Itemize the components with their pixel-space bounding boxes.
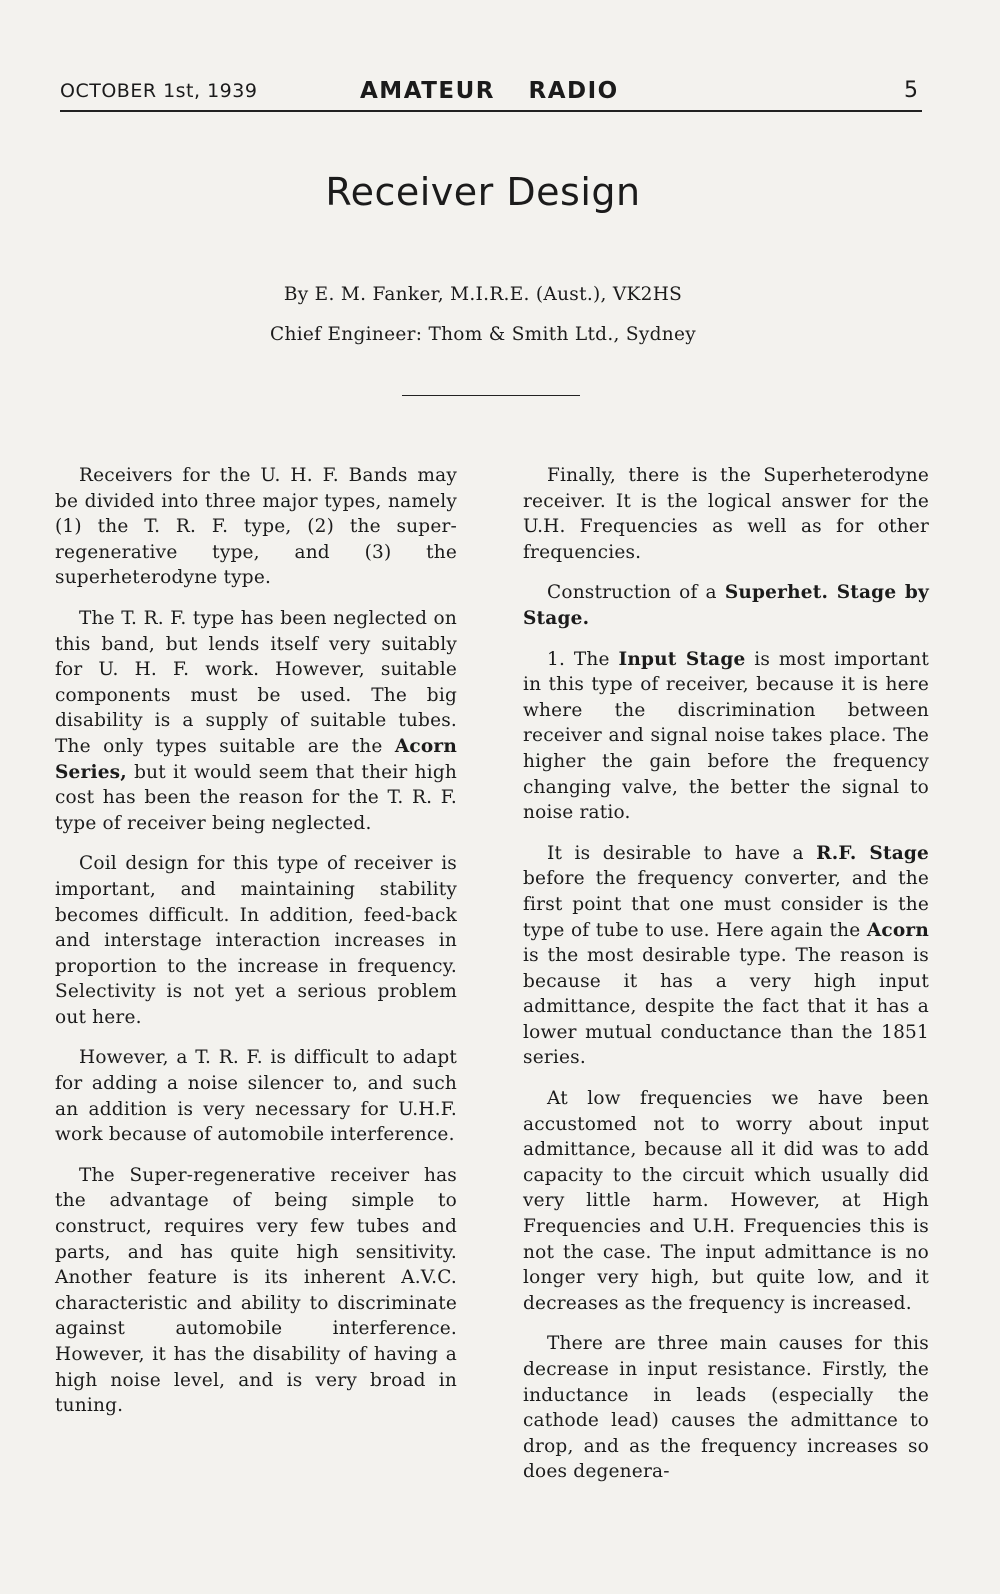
body-paragraph <box>55 463 457 591</box>
bold-term: R.F. Stage <box>816 842 929 864</box>
issue-date: OCTOBER 1st, 1939 <box>60 80 258 102</box>
body-paragraph <box>523 463 929 565</box>
paragraph-text: before the frequency converter, and the first point that one must consider is the type of tube to use. Here again the <box>523 868 929 941</box>
body-paragraph <box>523 1331 929 1485</box>
paragraph-text: At low frequencies we have been accustomed not to worry about input admittance, because all it did was to add capacity to the circuit which usually did very little harm. However, at High Frequencies and U.H. Frequencies this is not the case. The input admittance is no longer very high, but quite low, and it decreases as the frequency is increased. <box>523 1088 929 1314</box>
bold-term: Input Stage <box>618 648 746 670</box>
title-divider <box>402 395 580 396</box>
paragraph-text: Coil design for this type of receiver is important, and maintaining stability becomes difficult. In addition, feed-back and interstage interaction increases in proportion to the increase in frequency. Selectivity is not yet a serious problem out here. <box>55 853 457 1028</box>
page-number: 5 <box>904 78 918 103</box>
paragraph-text: but it would seem that their high cost has been the reason for the T. R. F. type of receiver being neglected. <box>55 761 457 834</box>
paragraph-text: is the most desirable type. The reason is because it has a very high input admittance, despite the fact that it has a lower mutual conductance than the 1851 series. <box>523 945 929 1069</box>
paragraph-text: Finally, there is the Superheterodyne receiver. It is the logical answer for the U.H. Frequencies as well as for other frequencies. <box>523 465 929 563</box>
right-column <box>523 463 929 1500</box>
body-paragraph <box>523 580 929 631</box>
paragraph-text: The Super-regenerative receiver has the advantage of being simple to construct, requires very few tubes and parts, and has quite high sensitivity. Another feature is its inherent A.V.C. characteristic and ability to discriminate against automobile interference. However, it has the disability of having a high noise level, and is very broad in tuning. <box>55 1164 457 1417</box>
bold-term: Acorn <box>866 919 929 941</box>
left-column <box>55 463 457 1434</box>
paragraph-text: The T. R. F. type has been neglected on this band, but lends itself very suitably for U. H. F. work. However, suitable components must be used. The big disability is a supply of suitable tubes. The only types suitable are the <box>55 607 457 757</box>
article-title: Receiver Design <box>325 170 641 214</box>
paragraph-text: Construction of a <box>547 582 725 604</box>
body-paragraph <box>55 1163 457 1419</box>
bold-term: Superhet. Stage by Stage. <box>523 582 929 629</box>
paragraph-text: is most important in this type of receiver, because it is here where the discrimination between receiver and signal noise takes place. The higher the gain before the frequency changing valve, the better the signal to noise ratio. <box>523 648 929 824</box>
paragraph-text: 1. The <box>547 648 619 670</box>
author-affiliation: Chief Engineer: Thom & Smith Ltd., Sydney <box>270 324 696 345</box>
paragraph-text: Receivers for the U. H. F. Bands may be divided into three major types, namely (1) the T. R. F. type, (2) the super-regenerative type, and (3) the superheterodyne type. <box>55 465 457 589</box>
paragraph-text: However, a T. R. F. is difficult to adapt for adding a noise silencer to, and such an addition is very necessary for U.H.F. work because of automobile interference. <box>55 1047 457 1146</box>
article-byline: By E. M. Fanker, M.I.R.E. (Aust.), VK2HS <box>283 284 683 305</box>
running-header <box>60 78 922 112</box>
body-paragraph <box>523 1086 929 1316</box>
bold-term: Acorn Series, <box>55 735 457 783</box>
body-paragraph <box>55 606 457 836</box>
body-paragraph <box>523 841 929 1071</box>
paragraph-text: There are three main causes for this decrease in input resistance. Firstly, the inductance in leads (especially the cathode lead) causes the admittance to drop, and as the frequency increases so does degenera- <box>523 1333 929 1483</box>
body-paragraph <box>55 851 457 1030</box>
paragraph-text: It is desirable to have a <box>547 842 817 864</box>
body-paragraph <box>523 647 929 826</box>
body-paragraph <box>55 1045 457 1147</box>
publication-name: AMATEUR RADIO <box>360 78 619 104</box>
